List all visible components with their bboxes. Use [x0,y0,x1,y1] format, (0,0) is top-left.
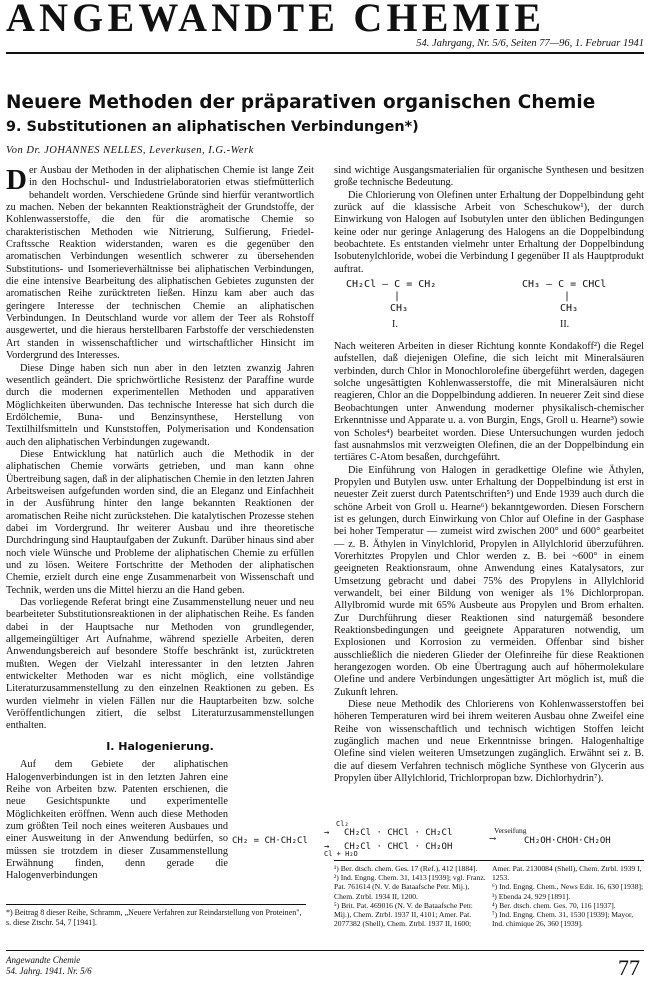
paragraph: Die Chlorierung von Olefinen unter Erhaltung der Doppelbindung geht zurück auf die klassische Arbeit von Scheschukow¹), der durch Einwirkung von Halogen auf Isobutylen unter den üblichen Bedingungen keine oder nur geringe Anlagerung des Halogens an die Doppelbindung beobachtete. Es entstanden vielmehr unter Erhaltung der Doppelbindung Isobutenylchloride, wobei die Verbindung I gegenüber II als Hauptprodukt auftrat. [334,189,644,275]
footer-journal: Angewandte Chemie [6,955,81,965]
article-subtitle: 9. Substitutionen an aliphatischen Verbindungen*) [6,119,419,135]
issue-info: 54. Jahrgang, Nr. 5/6, Seiten 77—96, 1. Februar 1941 [416,38,644,49]
formula-ii: CH₃ — C = CHCl [522,279,607,291]
footer-rule [6,950,644,951]
reference: ⁶) Ind. Engng. Chem., News Edit. 16, 630 [1938]; [492,882,644,892]
footnote: *) Beitrag 8 dieser Reihe, Schramm, „Neuere Verfahren zur Reindarstellung von Proteinen", s. diese Ztschr. 54, 7 [1941]. [6,904,306,927]
running-footer [6,955,92,977]
reaction-arrow: → [324,842,330,852]
reference: ⁵) Brit. Pat. 469016 (N. V. de Bataafsche Petr. Mij.), Chem. Ztrbl. 1937 II, 4101; Amer. Pat. 2077382 (Shell), Chem. Ztrbl. 1937 II, 1600; Amer. Pat. 2130084 (Shell), Chem. Ztrbl. 1939 I, 1253. [334,864,642,929]
footer-volume: 54. Jahrg. 1941. Nr. 5/6 [6,966,92,976]
paragraph: sind wichtige Ausgangsmaterialien für organische Synthesen und besitzen große technische Bedeutung. [334,165,644,189]
reference: ¹) Ber. dtsch. chem. Ges. 17 (Ref.), 412 [1884]. [334,864,478,873]
paragraph: Das vorliegende Referat bringt eine Zusammenstellung neuer und neu bearbeiteter Substitutionsreaktionen in der aliphatischen Reihe. Es fanden dabei in der Hauptsache nur Methoden von grundlegender, allgemeingültiger Art Aufnahme, während spezielle Arbeiten, deren Anwendungsbereich auf besondere Stoffe beschränkt ist, zurücktreten mußten. Wegen der Vielzahl interessanter in den letzten Jahren entwickelter Methoden war es nicht möglich, eine vollständige Literaturzusammenstellung zu den einzelnen Reaktionen zu geben. Es wurden vielmehr in vielen Fällen nur die Hauptarbeiten bzw. solche Veröffentlichungen zitiert, die selbst Literaturzusammenstellungen enthalten. [6,597,314,732]
paragraph: Diese neue Methodik des Chlorierens von Kohlenwasserstoffen bei höheren Temperaturen wird bei ihrem weiteren Ausbau ohne Zweifel eine Reihe von wissenschaftlich und technisch wichtigen Stoffen leicht zugänglich machen und neue Erkenntnisse bringen. Halogenhaltige Olefine sind vielen weiteren Umsetzungen zugänglich. Erwähnt sei z. B. die auf diesem Verfahren technisch mögliche Synthese von Glycerin aus Propylen über Allylchlorid, Trichlorpropan bzw. Dichlorhydrin⁷). [334,699,644,785]
bond-line: | [564,291,571,303]
header-rule [6,52,644,54]
journal-title: ANGEWANDTE CHEMIE [6,0,546,40]
paragraph-text: er Ausbau der Methoden in der aliphatischen Chemie ist lange Zeit in den Hochschul- und Industrielaboratorien etwas stiefmütterlich behandelt worden. Verschiedene Gründe sind hierfür verantwortlich zu machen. Neben der bekannten Reaktionsträgheit der Grundstoffe, der Kohlenwasserstoffe, die den für die aromatische Chemie so charakteristischen Methoden wie Nitrierung, Sulfierung, Friedel-Craftssche Reaktion widerstanden, waren es die gegenüber den aromatischen Verbindungen wesentlich schwerer zu übersehenden Substitutions- und Isomerieverhältnisse bei aliphatischen Verbindungen, die eine intensive Bearbeitung des aliphatischen Gebietes zugunsten der aromatischen Reihe zurücktreten ließen. Hinzu kam aber auch das geringere Interesse der technischen Chemie an aliphatischen Verbindungen. In Deutschland wurde vor allem der Teer als Rohstoff ausgewertet, und die hieraus herstellbaren Farbstoffe der verschiedensten Art standen in wissenschaftlicher und wirtschaftlicher Hinsicht im Vordergrund des Interesses. [6,165,314,362]
article-title: Neuere Methoden der präparativen organischen Chemie [6,92,596,113]
reagent-top: Cl₂ [336,820,349,828]
paragraph: Diese Dinge haben sich nun aber in den letzten zwanzig Jahren wesentlich geändert. Die sprichwörtliche Resistenz der Paraffine wurde durch die modernen experimentellen Methoden und apparativen Möglichkeiten überwunden. Das technische Interesse hat sich durch die Erdölchemie, Buna- und Benzinsynthese, Herstellung von Textilhilfsmitteln und Kunststoffen, Polymerisation und Kondensation auch den aliphatischen Verbindungen zugewandt. [6,362,314,448]
reaction-start: CH₂ = CH·CH₂Cl [232,836,308,846]
reaction-scheme [232,820,644,858]
paragraph-intro [6,165,314,363]
reagent-bottom: Cl + H₂O [324,850,358,858]
left-column [6,165,314,883]
reaction-arrow: → [324,828,330,838]
section-heading: I. Halogenierung. [106,739,214,753]
footnotes-references [334,860,644,928]
step-label: Verseifung [494,826,527,835]
product-2: CH₂Cl · CHCl · CH₂OH [344,842,453,852]
right-column [334,165,644,785]
reference: ⁷) Ind. Engng. Chem. 31, 1530 [1939]; Mayor, Ind. chimique 26, 360 [1939]. [492,910,634,929]
page-number: 77 [618,955,640,980]
paragraph: Nach weiteren Arbeiten in dieser Richtung konnte Kondakoff²) die Regel aufstellen, daß diejenigen Olefine, die sich leicht mit Mineralsäuren verbinden, durch Chlor in Monochlorolefine übergeführt werden, dagegen solche ungesättigten Kohlenwasserstoffe, die mit Mineralsäuren nicht reagieren, Chlor an die Doppelbindung addieren. In neuerer Zeit sind diese Beobachtungen unter Anwendung moderner physikalisch-chemischer Erkenntnisse und Apparate u. a. von Burgin, Engs, Groll u. Hearne³) sowie von Scholes⁴) bearbeitet worden. Diese Untersuchungen wurden jedoch fast ausnahmslos mit verzweigten Olefinen, die an der Doppelbindung ein tertiäres C-Atom besaßen, durchgeführt. [334,341,644,464]
reference: ⁴) Ber. dtsch. chem. Ges. 70, 116 [1937]. [492,900,616,910]
structural-formulas [334,279,644,337]
formula-i-label: I. [392,319,398,331]
formula-i: CH₂Cl — C = CH₂ [346,279,437,291]
final-product: CH₂OH·CHOH·CH₂OH [524,836,611,846]
reaction-arrow: ⟶ [490,834,496,844]
formula-i-substituent: CH₃ [390,303,409,315]
formula-ii-label: II. [560,319,570,331]
reference: ²) Ind. Engng. Chem. 31, 1413 [1939]; vgl. Franz. Pat. 761614 (N. V. de Bataafsche Petr. Mij.), Chem. Ztrbl. 1934 II, 1200. [334,873,486,901]
author-byline: Von Dr. JOHANNES NELLES, Leverkusen, I.G.-Werk [6,145,254,156]
paragraph: Diese Entwicklung hat natürlich auch die Methodik in der aliphatischen Chemie vorwärts getrieben, und man kann ohne Übertreibung sagen, daß in der aliphatischen Chemie in den letzten Jahren Arbeitsweisen aufgefunden worden sind, die an Eleganz und Einfachheit in der Ausführung hinter den lange bekannten Reaktionen der aromatischen Reihe nicht zurückstehen. Die katalytischen Prozesse stehen dabei im Vordergrund. Ihr weiterer Ausbau und ihre theoretische Durchdringung sind Hauptaufgaben der Zukunft. Darüber hinaus sind aber noch viele Wünsche und Probleme der aliphatischen Chemie zu erfüllen und zu lösen. Weitere Fortschritte der Methoden der aliphatischen Chemie, erzielt durch eine enge Zusammenarbeit von Wissenschaft und Technik, werden uns die Mittel hierzu an die Hand geben. [6,448,314,596]
paragraph: Auf dem Gebiete der aliphatischen Halogenverbindungen ist in den letzten Jahren eine Reihe von Arbeiten bzw. Patenten erschienen, die neue Gesichtspunkte und experimentelle Möglichkeiten eröffnen. Wenn auch diese Methoden zum größten Teil noch eines weiteren Ausbaues und einer Ausweitung in der Anwendung bedürfen, so müssen sie trotzdem in dieser Zusammenstellung Erwähnung finden, denn gerade die Halogenverbindungen [6,759,228,882]
reference: ³) Ebenda 24, 929 [1891]. [492,891,571,901]
formula-ii-substituent: CH₃ [560,303,579,315]
paragraph: Die Einführung von Halogen in geradkettige Olefine wie Äthylen, Propylen und Butylen usw. unter Erhaltung der Doppelbindung ist erst in neuester Zeit zuerst durch Patentschriften⁵) und Ende 1939 auch durch die schöne Arbeit von Groll u. Hearne⁶) bekanntgeworden. Diesen Forschern ist es gelungen, durch Einwirkung von Chlor auf Olefine in der Gasphase bei hoher Temperatur — zumeist wird zwischen 200° und 600° gearbeitet — z. B. Äthylen in Vinylchlorid, Propylen in Allylchlorid überzuführen. Vorerhitztes Propylen und Chlor werden z. B. bei ~600° in einem geeigneten Reaktionsraum, ohne Anwendung eines Katalysators, zur Umsetzung gebracht und dabei 75% des Propylens in Allylchlorid verwandelt, bei einer Bildung von weniger als 1% Dichlorpropan. Allylbromid wurde mit 65% Ausbeute aus Propylen und Brom erhalten. Zur Durchführung dieser Reaktionen sind naturgemäß besondere Reaktionsbedingungen und geeignete Apparaturen notwendig, um Explosionen und Korrosion zu vermeiden. Offenbar sind bisher ausschließlich die niederen Glieder der Olefinreihe für diese Reaktionen herangezogen worden. Ob eine Übertragung auch auf höhermolekulare Olefine und andere Verbindungen ungesättigter Art möglich ist, muß die Zukunft lehren. [334,464,644,698]
masthead [6,0,644,54]
product-1: CH₂Cl · CHCl · CH₂Cl [344,828,453,838]
bond-line: | [394,291,401,303]
drop-cap: D [6,164,27,196]
